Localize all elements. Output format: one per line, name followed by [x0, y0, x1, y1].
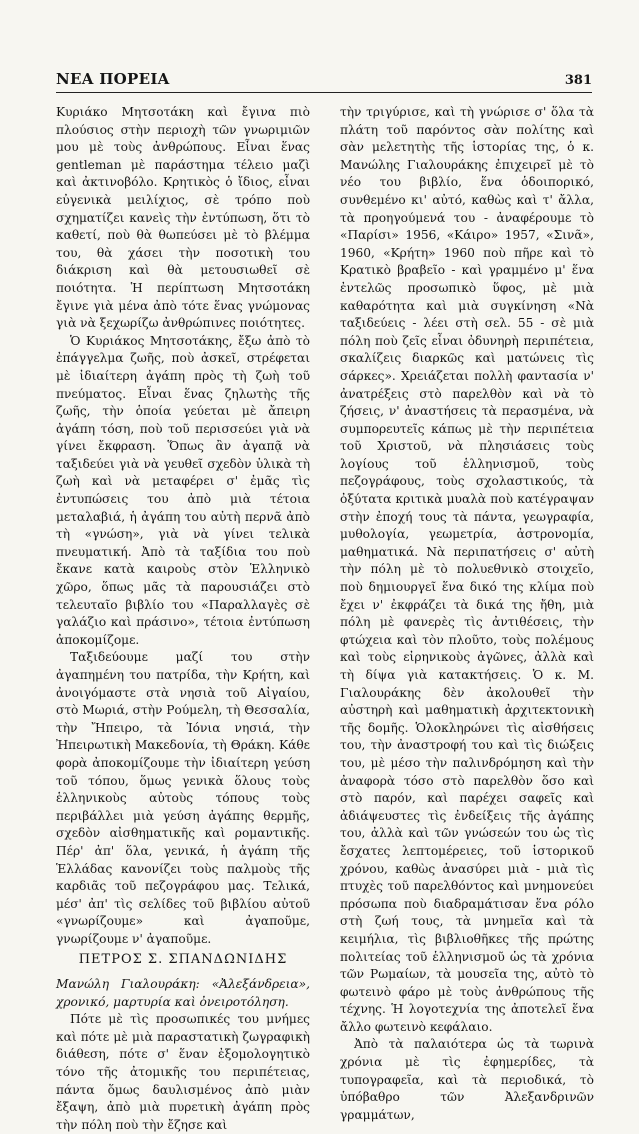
header-rule [56, 92, 592, 93]
author-signature: ΠΕΤΡΟΣ Σ. ΣΠΑΝΔΩΝΙΔΗΣ [78, 951, 288, 967]
journal-title: ΝΕΑ ΠΟΡΕΙΑ [56, 70, 170, 88]
right-column [340, 104, 594, 1124]
review-heading: Μανώλη Γιαλουράκη: «Ἀλεξάνδρεια», χρονικό, μαρτυρία καὶ ὀνειροτόληση. [56, 977, 310, 1009]
left-column [56, 104, 310, 1134]
paragraph: Κυριάκο Μητσοτάκη καὶ ἔγινα πιὸ πλούσιος στὴν περιοχὴ τῶν γνωριμιῶν μου μὲ τοὺς ἀνθρώπους. Εἶναι ἕνας gentleman μὲ παράστημα τέλειο μαζὶ καὶ ἀκτινοβόλο. Κρητικὸς ὁ ἴδιος, εἶναι εὐγενικὰ μειλίχιος, σὲ τρόπο ποὺ σχηματίζει κανεὶς τὴν ἐντύπωση, ὅτι τὸ καθετί, ποὺ θὰ θωπεύσει μὲ τὸ βλέμμα του, θὰ χάσει τὴν ποσοτικὴ του διάκριση καὶ θὰ μετουσιωθεῖ σὲ ποιότητα. Ἡ περίπτωση Μητσοτάκη ἔγινε γιὰ μένα ἀπὸ τότε ἕνας γνώμονας γιὰ νὰ ξεχωρίζω ἀνθρώπινες ποιότητες. [56, 105, 310, 331]
paragraph: Ἀπὸ τὰ παλαιότερα ὡς τὰ τωρινὰ χρόνια μὲ τὶς ἐφημερίδες, τὰ τυπογραφεῖα, καὶ τὰ περιοδικά, τὸ ὑπόβαθρο τῶν Ἀλεξανδρινῶν γραμμάτων, [340, 1037, 594, 1122]
paragraph: Ὁ Κυριάκος Μητσοτάκης, ἔξω ἀπὸ τὸ ἐπάγγελμα ζωῆς, ποὺ ἀσκεῖ, στρέφεται μὲ ἰδιαίτερη ἀγάπη πρὸς τὴ ζωὴ τοῦ πνεύματος. Εἶναι ἕνας ζηλωτὴς τῆς ζωῆς, τὴν ὁποία γεύεται μὲ ἄπειρη ἀγάπη τόση, ποὺ τοῦ περισσεύει γιὰ νὰ γίνει ἔκφραση. Ὅπως ἂν ἀγαπᾷ νὰ ταξιδεύει γιὰ νὰ γευθεῖ σχεδὸν ὑλικὰ τὴ ζωὴ καὶ νὰ μεταφέρει σ' ἐμᾶς τὶς ἐντυπώσεις του ἀπὸ μιὰ τέτοια μεταλαβιά, ἡ ἀγάπη του αὐτὴ περνᾶ ἀπὸ τὴ «γνώση», γιὰ νὰ γίνει τελικὰ πνευματική. Ἀπὸ τὰ ταξίδια του ποὺ ἔκανε κατὰ καιροὺς στὸν Ἑλληνικὸ χῶρο, ὅπως μᾶς τὰ παρουσιάζει στὸ τελευταῖο βιβλίο του «Παραλλαγὲς σὲ γαλάζιο καὶ πράσινο», τέτοια ἐντύπωση ἀποκομίζομε. [56, 333, 310, 647]
paragraph: τὴν τριγύρισε, καὶ τὴ γνώρισε σ' ὅλα τὰ πλάτη τοῦ παρόντος σὰν πολίτης καὶ σὰν μελετητὴς τῆς ἱστορίας της, ὁ κ. Μανώλης Γιαλουράκης ἐπιχειρεῖ μὲ τὸ νέο του βιβλίο, ἕνα ὁδοιπορικό, συνθεμένο κι' αὐτό, καθὼς καὶ τ' ἄλλα, τὰ προηγούμενά του - ἀναφέρουμε τὸ «Παρίσι» 1956, «Κάιρο» 1957, «Σινᾶ», 1960, «Κρήτη» 1960 ποὺ πῆρε καὶ τὸ Κρατικὸ βραβεῖο - καὶ γραμμένο μ' ἕνα ἐντελῶς προσωπικὸ ὕφος, μὲ μιὰ καθαρότητα καὶ μιὰ συγκίνηση «Νὰ ταξιδεύεις - λέει στὴ σελ. 55 - σὲ μιὰ πόλη ποὺ ζεῖς εἶναι ὀδυνηρὴ περιπέτεια, σκαλίζεις διαρκῶς καὶ ματώνεις τὶς σάρκες». Χρειάζεται πολλὴ φαντασία ν' ἀνατρέξεις στὸ παρελθὸν καὶ νὰ τὸ ζήσεις, ν' ἀναστήσεις τὰ περασμένα, νὰ συμπορευτεῖς κάπως μὲ τὴν περιπέτεια τοῦ Χριστοῦ, νὰ πλησιάσεις τοὺς λογίους τοῦ ἑλληνισμοῦ, τοὺς πεζογράφους, τοὺς σχολαστικούς, τὰ ὀξύτατα κριτικὰ μυαλὰ ποὺ κατέγραψαν στὴν ἐποχή τους τὰ πάντα, γεωγραφία, μυθολογία, γεωμετρία, ἀστρονομία, μαθηματικά. Νὰ περιπατήσεις σ' αὐτὴ τὴν πόλη μὲ τὸ πολυεθνικὸ στοιχεῖο, ποὺ δημιουργεῖ ἕνα δικό της κλίμα ποὺ ἔχει ν' ἐκφράζει τὰ δικά της ἤθη, μιὰ πόλη μὲ φανερὲς τὶς ἀντιθέσεις, τὴν φτώχεια καὶ τὸν πλοῦτο, τοὺς πολέμους καὶ τοὺς εἰρηνικοὺς ἀγῶνες, ἀλλὰ καὶ τὴ δίψα γιὰ κατακτήσεις. Ὁ κ. Μ. Γιαλουράκης δὲν ἀκολουθεῖ τὴν αὐστηρὴ καὶ μαθηματικὴ ἀρχιτεκτονικὴ τῆς δομῆς. Ὁλοκληρώνει τὶς αἰσθήσεις του, τὴν ἀναστροφή του καὶ τὶς διώξεις του, μὲ μέσο τὴν παλινδρόμηση καὶ τὴν ἀναφορὰ τόσο στὸ παρελθὸν ὅσο καὶ στὸ παρόν, καὶ παρέχει σαφεῖς καὶ ἀδιάψευστες τὶς ἐνδείξεις τῆς ἀγάπης του, ἀλλὰ καὶ τῶν γνώσεών του ὡς τὶς ἔσχατες λεπτομέρειες, τοῦ ἱστορικοῦ χρόνου, καθὼς ἀνασύρει μιὰ - μιὰ τὶς πτυχὲς τοῦ παρελθόντος καὶ μνημονεύει πρόσωπα ποὺ διαδραμάτισαν ἕνα ρόλο στὴ ζωή τους, τὰ μνημεῖα καὶ τὰ κειμήλια, τὶς βιβλιοθῆκες τῆς πρώτης πολιτείας τοῦ ἑλληνισμοῦ ὡς τὰ χρόνια τῶν Ρωμαίων, τὰ μουσεῖα της, αὐτὸ τὸ φωτεινὸ φάρο μὲ τοὺς ἀνθρώπους τῆς τέχνης. Ἡ λογοτεχνία της ἀποτελεῖ ἕνα ἄλλο φωτεινὸ κεφάλαιο. [340, 105, 594, 1034]
page-number: 381 [564, 73, 592, 88]
paragraph: Ταξιδεύουμε μαζί του στὴν ἀγαπημένη του πατρίδα, τὴν Κρήτη, καὶ ἀνοιγόμαστε στὰ νησιὰ τοῦ Αἰγαίου, στὸ Μωριά, στὴν Ρούμελη, τὴ Θεσσαλία, τὴν Ἤπειρο, τὰ Ἰόνια νησιά, τὴν Ἠπειρωτικὴ Μακεδονία, τὴ Θράκη. Κάθε φορὰ ἀποκομίζουμε τὴν ἰδιαίτερη γεύση τοῦ τόπου, ὅμως γενικὰ ὅλους τοὺς ἑλληνικοὺς αὐτοὺς τόπους τοὺς περιβάλλει μιὰ γεύση ἀγάπης θερμῆς, σχεδὸν αἰσθηματικῆς καὶ ρομαντικῆς. Πέρ' ἀπ' ὅλα, γενικά, ἡ ἀγάπη τῆς Ἑλλάδας κανονίζει τοὺς παλμοὺς τῆς καρδιᾶς τοῦ πεζογράφου μας. Τελικά, μέσ' ἀπ' τὶς σελίδες τοῦ βιβλίου αὐτοῦ «γνωρίζουμε» καὶ ἀγαποῦμε, γνωρίζουμε ν' ἀγαποῦμε. [56, 650, 310, 946]
paragraph: Πότε μὲ τὶς προσωπικές του μνήμες καὶ πότε μὲ μιὰ παραστατικὴ ζωγραφικὴ διάθεση, πότε σ' ἕναν ἐξομολογητικὸ τόνο τῆς ἀτομικῆς του περιπέτειας, πάντα ὅμως δαυλισμένος ἀπὸ μιὰν ἔξαψη, ἀπὸ μιὰ πυρετικὴ ἀγάπη πρὸς τὴν πόλη ποὺ τὴν ἔζησε καὶ [56, 1012, 310, 1132]
page-header [56, 70, 592, 88]
